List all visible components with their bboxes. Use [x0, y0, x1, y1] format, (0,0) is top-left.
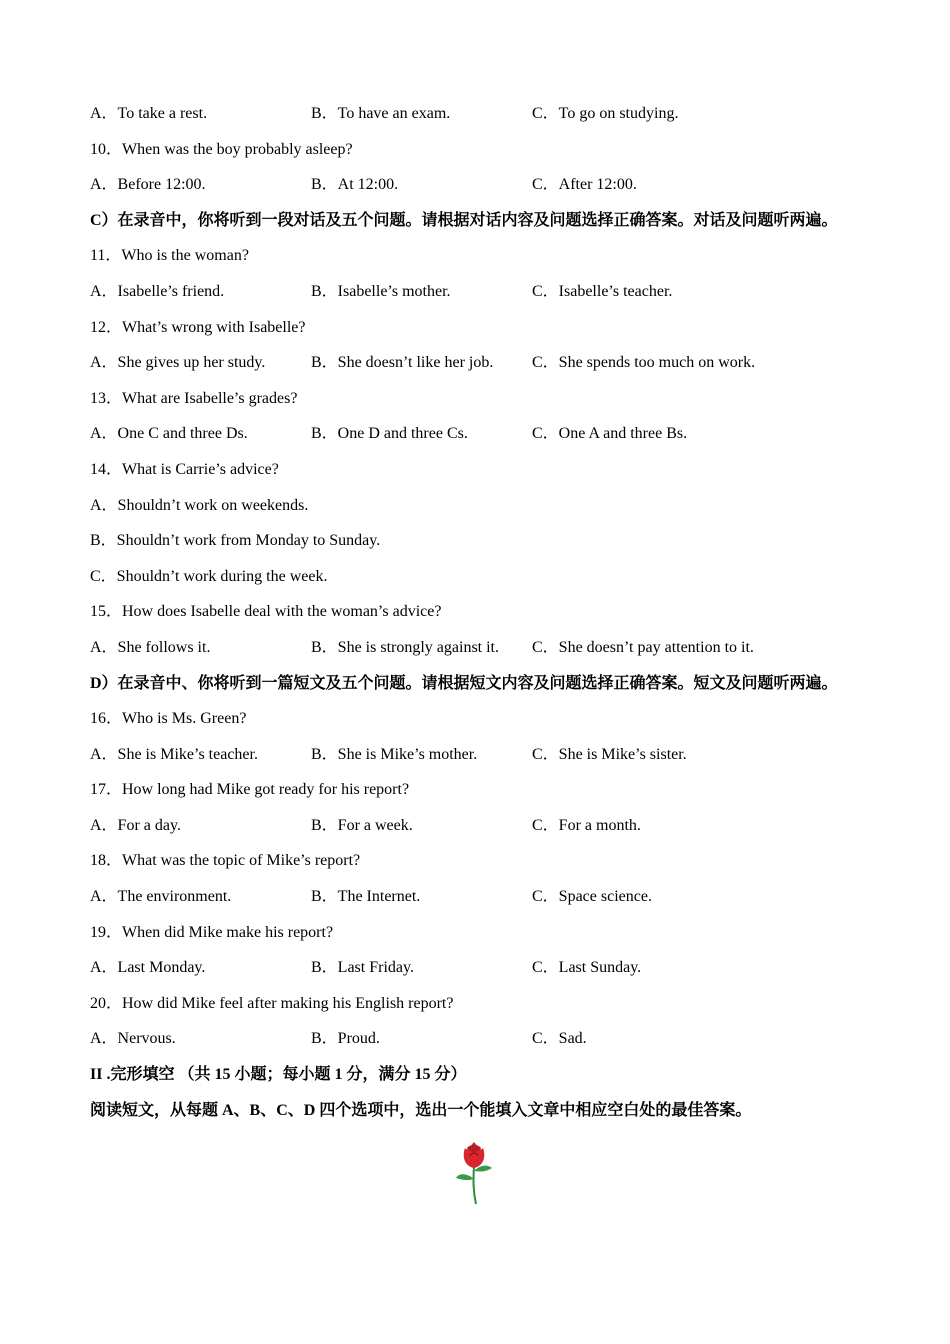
option-c: C．She spends too much on work. — [532, 354, 756, 372]
options-row — [90, 808, 880, 844]
option-a: A．She gives up her study. — [90, 354, 266, 372]
option-a: A．She follows it. — [90, 638, 211, 656]
option-b: B．She doesn’t like her job. — [311, 354, 494, 372]
option-a: A．To take a rest. — [90, 105, 208, 122]
options-row — [90, 630, 880, 666]
options-row — [90, 274, 880, 310]
option-c: C．Sad. — [532, 1030, 587, 1048]
question-line: B．Shouldn’t work from Monday to Sunday. — [90, 532, 381, 550]
option-c: C．She is Mike’s sister. — [532, 745, 687, 763]
question-line: A．Shouldn’t work on weekends. — [90, 496, 309, 514]
question-line: 18．What was the topic of Mike’s report? — [90, 852, 361, 870]
option-c: C．To go on studying. — [532, 105, 679, 122]
options-row — [90, 167, 880, 203]
option-a: A．The environment. — [90, 888, 232, 906]
options-row — [90, 416, 880, 452]
option-b: B．To have an exam. — [311, 105, 451, 122]
option-b: B．She is strongly against it. — [311, 638, 500, 656]
section-instruction: 阅读短文，从每题 A、B、C、D 四个选项中，选出一个能填入文章中相应空白处的最佳答案。 — [90, 1101, 752, 1119]
question-line: 10．When was the boy probably asleep? — [90, 140, 353, 158]
option-c: C．For a month. — [532, 816, 641, 834]
option-b: B．One D and three Cs. — [311, 425, 468, 443]
option-b: B．For a week. — [311, 816, 413, 834]
option-c: C．Last Sunday. — [532, 959, 642, 977]
option-b: B．Proud. — [311, 1030, 380, 1048]
question-line: 19．When did Mike make his report? — [90, 923, 334, 941]
option-c: C．She doesn’t pay attention to it. — [532, 638, 754, 656]
option-c: C．Isabelle’s teacher. — [532, 282, 673, 300]
option-a: A．Before 12:00. — [90, 176, 206, 194]
section-instruction: II .完形填空 （共 15 小题；每小题 1 分，满分 15 分） — [90, 1066, 467, 1084]
option-a: A．Last Monday. — [90, 959, 206, 977]
options-row — [90, 737, 880, 773]
document-page — [90, 96, 880, 1128]
section-instruction: D）在录音中、你将听到一篇短文及五个问题。请根据短文内容及问题选择正确答案。短文及问题听两遍。 — [90, 674, 838, 692]
question-line: 17．How long had Mike got ready for his report? — [90, 781, 410, 799]
question-line: 14．What is Carrie’s advice? — [90, 460, 279, 478]
option-c: C．After 12:00. — [532, 176, 637, 194]
option-b: B．The Internet. — [311, 888, 421, 906]
option-a: A．She is Mike’s teacher. — [90, 745, 258, 763]
option-a: A．Isabelle’s friend. — [90, 282, 225, 300]
option-b: B．Last Friday. — [311, 959, 414, 977]
question-line: 12．What’s wrong with Isabelle? — [90, 318, 306, 336]
question-line: 11．Who is the woman? — [90, 247, 249, 265]
rose-icon — [452, 1134, 496, 1206]
option-a: A．For a day. — [90, 816, 181, 834]
question-line: 20．How did Mike feel after making his English report? — [90, 994, 454, 1012]
option-a: A．Nervous. — [90, 1030, 176, 1048]
question-line: 13．What are Isabelle’s grades? — [90, 389, 298, 407]
question-line: 15．How does Isabelle deal with the woman’s advice? — [90, 603, 442, 621]
section-instruction: C）在录音中，你将听到一段对话及五个问题。请根据对话内容及问题选择正确答案。对话及问题听两遍。 — [90, 211, 838, 229]
question-line: C．Shouldn’t work during the week. — [90, 567, 328, 585]
question-line: 16．Who is Ms. Green? — [90, 710, 247, 728]
option-c: C．Space science. — [532, 888, 652, 906]
option-a: A．One C and three Ds. — [90, 425, 248, 443]
option-b: B．She is Mike’s mother. — [311, 745, 478, 763]
options-row — [90, 345, 880, 381]
option-c: C．One A and three Bs. — [532, 425, 688, 443]
options-row — [90, 1021, 880, 1057]
option-b: B．At 12:00. — [311, 176, 399, 194]
options-row — [90, 950, 880, 986]
options-row — [90, 879, 880, 915]
option-b: B．Isabelle’s mother. — [311, 282, 451, 300]
options-row — [90, 96, 880, 132]
